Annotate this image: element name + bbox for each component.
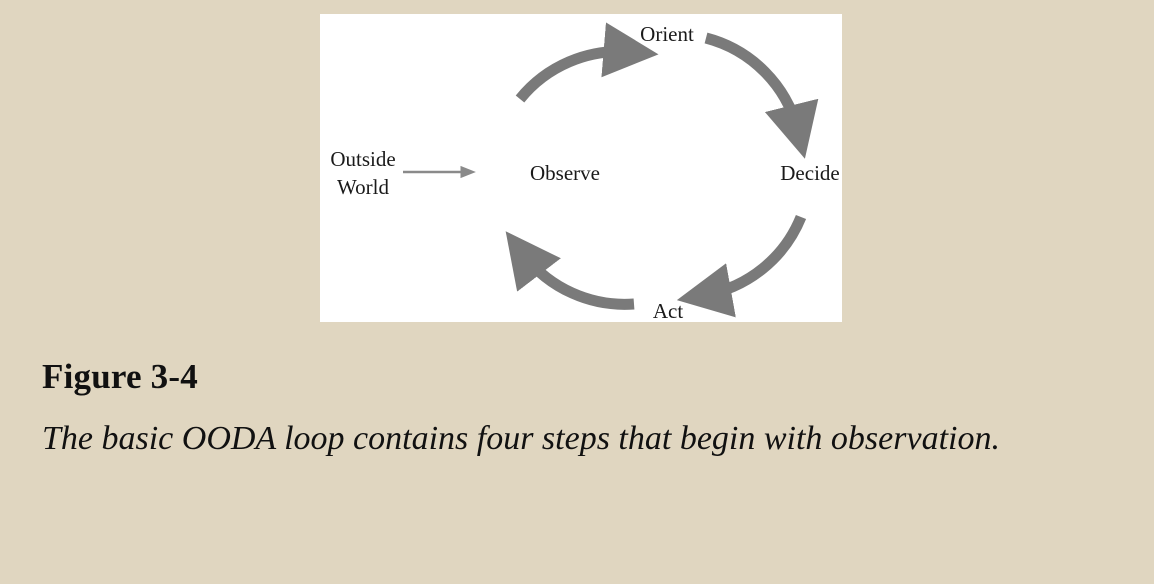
label-outside-world-line1: Outside	[330, 147, 396, 171]
arc-act-to-observe	[523, 254, 634, 304]
figure-caption-text: The basic OODA loop contains four steps that begin with observation.	[42, 419, 1000, 457]
label-act: Act	[652, 299, 684, 322]
arc-orient-to-decide	[706, 38, 798, 131]
figure-caption	[42, 358, 1102, 467]
label-orient: Orient	[640, 22, 694, 46]
label-decide: Decide	[780, 161, 840, 185]
ooda-loop-diagram	[320, 14, 842, 322]
figure-image-panel	[320, 14, 842, 322]
label-outside-world-line2: World	[337, 175, 389, 199]
label-observe: Observe	[530, 161, 600, 185]
figure-number: Figure 3-4	[42, 357, 198, 396]
arc-decide-to-act	[705, 217, 801, 295]
arc-observe-to-orient	[520, 52, 630, 99]
